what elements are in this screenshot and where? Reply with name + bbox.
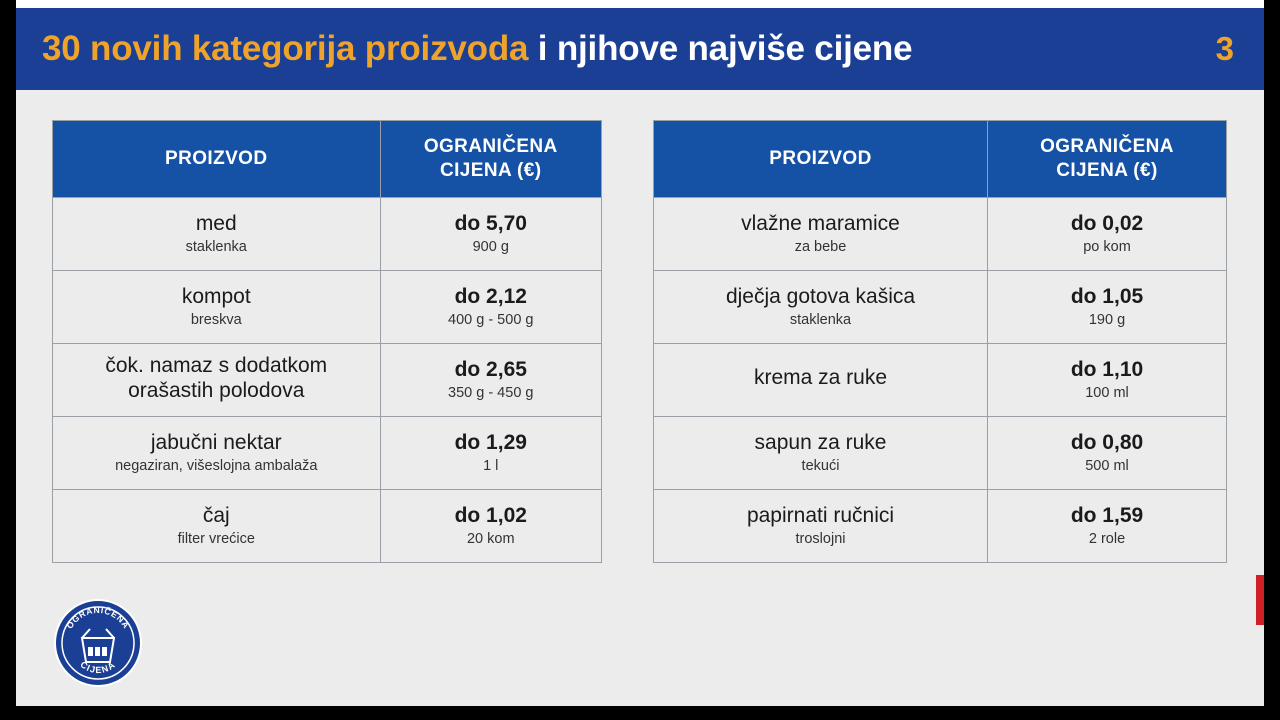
red-marker bbox=[1256, 575, 1264, 625]
cell-product bbox=[53, 490, 381, 563]
cell-product bbox=[53, 417, 381, 490]
product-name: papirnati ručnici bbox=[746, 504, 895, 528]
table-row bbox=[53, 198, 602, 271]
product-detail: breskva bbox=[190, 312, 242, 329]
cell-product bbox=[53, 198, 381, 271]
cell-price bbox=[988, 198, 1227, 271]
letterbox-right bbox=[1264, 0, 1280, 720]
price-value: do 0,80 bbox=[1070, 431, 1144, 455]
slide-body bbox=[16, 90, 1264, 706]
table-header-row bbox=[53, 121, 602, 198]
product-name: kompot bbox=[181, 285, 251, 309]
product-detail: za bebe bbox=[794, 239, 847, 256]
table-row bbox=[53, 344, 602, 417]
product-detail: staklenka bbox=[185, 239, 247, 256]
cell-price bbox=[988, 417, 1227, 490]
price-value: do 1,10 bbox=[1070, 358, 1144, 382]
price-unit: 1 l bbox=[483, 458, 499, 475]
tables-container bbox=[16, 90, 1264, 706]
price-unit: 20 kom bbox=[466, 531, 515, 548]
price-unit: 900 g bbox=[472, 239, 509, 256]
table-row bbox=[53, 490, 602, 563]
page-title-accent: 30 novih kategorija proizvoda bbox=[42, 29, 529, 68]
column-header-product: PROIZVOD bbox=[654, 121, 988, 198]
product-name: vlažne maramice bbox=[741, 212, 900, 236]
table-header-row bbox=[654, 121, 1227, 198]
cell-price bbox=[380, 271, 602, 344]
price-value: do 5,70 bbox=[454, 212, 527, 236]
cell-price bbox=[988, 490, 1227, 563]
product-name: krema za ruke bbox=[753, 366, 888, 390]
product-name: med bbox=[195, 212, 237, 236]
table-row bbox=[654, 417, 1227, 490]
column-header-product: PROIZVOD bbox=[53, 121, 381, 198]
column-header-price-line1: OGRANIČENA bbox=[1040, 136, 1174, 158]
price-value: do 2,12 bbox=[454, 285, 527, 309]
price-unit: 190 g bbox=[1088, 312, 1126, 329]
column-header-price-line1: OGRANIČENA bbox=[423, 136, 558, 158]
table-row bbox=[654, 271, 1227, 344]
price-table-left bbox=[52, 120, 602, 563]
table-row bbox=[53, 417, 602, 490]
letterbox-bottom bbox=[0, 706, 1280, 720]
price-value: do 1,05 bbox=[1070, 285, 1144, 309]
price-table-right bbox=[653, 120, 1227, 563]
product-detail: filter vrećice bbox=[177, 531, 255, 548]
page-title bbox=[42, 29, 912, 69]
price-value: do 1,59 bbox=[1070, 504, 1144, 528]
cell-price bbox=[380, 490, 602, 563]
product-name: dječja gotova kašica bbox=[725, 285, 916, 309]
cell-price bbox=[380, 198, 602, 271]
column-header-price-line2: CIJENA (€) bbox=[1056, 160, 1158, 181]
cell-product bbox=[53, 344, 381, 417]
product-name: čaj bbox=[202, 504, 230, 528]
price-unit: 500 ml bbox=[1085, 458, 1129, 475]
cell-product bbox=[654, 271, 988, 344]
column-header-price-line2: CIJENA (€) bbox=[440, 160, 542, 181]
price-unit: 350 g - 450 g bbox=[448, 385, 534, 402]
column-header-price bbox=[988, 121, 1227, 198]
cell-product bbox=[53, 271, 381, 344]
table-row bbox=[654, 344, 1227, 417]
product-name: sapun za ruke bbox=[754, 431, 887, 455]
price-value: do 0,02 bbox=[1070, 212, 1144, 236]
logo-top-text: OGRANIČENA bbox=[64, 604, 132, 631]
price-value: do 1,02 bbox=[454, 504, 527, 528]
cell-product bbox=[654, 198, 988, 271]
page-number: 3 bbox=[1215, 30, 1234, 67]
table-row bbox=[654, 198, 1227, 271]
product-detail: staklenka bbox=[789, 312, 852, 329]
page-title-rest: i njihove najviše cijene bbox=[528, 29, 913, 68]
slide-header bbox=[16, 8, 1264, 90]
product-detail: negaziran, višeslojna ambalaža bbox=[115, 458, 318, 475]
cell-price bbox=[988, 271, 1227, 344]
price-value: do 1,29 bbox=[454, 431, 527, 455]
logo-bottom-text: CIJENA bbox=[78, 659, 118, 676]
cell-price bbox=[988, 344, 1227, 417]
letterbox-left bbox=[0, 0, 16, 720]
price-value: do 2,65 bbox=[454, 358, 527, 382]
price-unit: 100 ml bbox=[1085, 385, 1129, 402]
price-unit: 400 g - 500 g bbox=[448, 312, 534, 329]
price-unit: po kom bbox=[1083, 239, 1131, 256]
cell-product bbox=[654, 490, 988, 563]
table-row bbox=[654, 490, 1227, 563]
price-unit: 2 role bbox=[1088, 531, 1126, 548]
cell-product bbox=[654, 344, 988, 417]
cell-price bbox=[380, 417, 602, 490]
cell-price bbox=[380, 344, 602, 417]
product-name: jabučni nektar bbox=[150, 431, 282, 455]
table-row bbox=[53, 271, 602, 344]
column-header-price bbox=[380, 121, 602, 198]
cell-product bbox=[654, 417, 988, 490]
product-detail: tekući bbox=[801, 458, 840, 475]
product-detail: troslojni bbox=[795, 531, 846, 548]
product-name: čok. namaz s dodatkom orašastih polodova bbox=[105, 354, 328, 402]
ogranicena-cijena-logo bbox=[52, 597, 144, 689]
